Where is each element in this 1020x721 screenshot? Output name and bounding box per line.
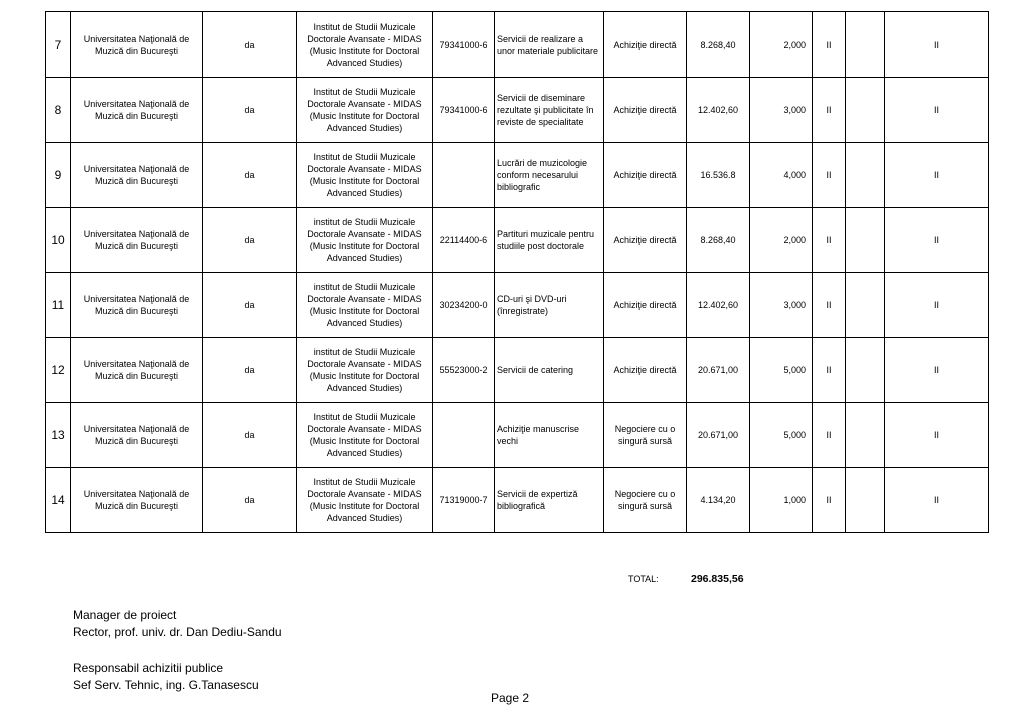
flag-cell: da — [203, 143, 297, 208]
institution-cell: Universitatea Naţională de Muzică din Bucureşti — [71, 338, 203, 403]
column-a-cell: II — [813, 208, 846, 273]
value-cell: 8.268,40 — [687, 208, 750, 273]
unit-cell: institut de Studii Muzicale Doctorale Avansate - MIDAS (Music Institute for Doctoral Advanced Studies) — [297, 208, 433, 273]
unit-cell: Institut de Studii Muzicale Doctorale Avansate - MIDAS (Music Institute for Doctoral Advanced Studies) — [297, 143, 433, 208]
column-b-cell — [846, 403, 885, 468]
procedure-cell: Achiziţie directă — [604, 78, 687, 143]
manager-role: Manager de proiect — [73, 608, 177, 622]
row-number: 11 — [46, 273, 71, 338]
column-c-cell: II — [885, 143, 989, 208]
value-cell: 20.671,00 — [687, 403, 750, 468]
table-row — [46, 78, 989, 143]
column-a-cell: II — [813, 468, 846, 533]
column-b-cell — [846, 78, 885, 143]
institution-cell: Universitatea Naţională de Muzică din Bucureşti — [71, 78, 203, 143]
flag-cell: da — [203, 403, 297, 468]
institution-cell: Universitatea Naţională de Muzică din Bucureşti — [71, 143, 203, 208]
procedure-cell: Achiziţie directă — [604, 273, 687, 338]
procedure-cell: Negociere cu o singură sursă — [604, 403, 687, 468]
column-a-cell: II — [813, 12, 846, 78]
quantity-cell: 3,000 — [750, 78, 813, 143]
value-cell: 12.402,60 — [687, 78, 750, 143]
flag-cell: da — [203, 468, 297, 533]
table-row — [46, 468, 989, 533]
flag-cell: da — [203, 208, 297, 273]
institution-cell: Universitatea Naţională de Muzică din Bucureşti — [71, 208, 203, 273]
value-cell: 16.536.8 — [687, 143, 750, 208]
cpv-code-cell: 22114400-6 — [433, 208, 495, 273]
cpv-code-cell: 79341000-6 — [433, 12, 495, 78]
column-a-cell: II — [813, 403, 846, 468]
total-value: 296.835,56 — [691, 573, 744, 585]
column-a-cell: II — [813, 143, 846, 208]
table-row — [46, 208, 989, 273]
cpv-code-cell: 55523000-2 — [433, 338, 495, 403]
column-a-cell: II — [813, 78, 846, 143]
procedure-cell: Achiziţie directă — [604, 338, 687, 403]
procedure-cell: Achiziţie directă — [604, 208, 687, 273]
object-cell: Servicii de diseminare rezultate şi publicitate în reviste de specialitate — [495, 78, 604, 143]
table-row — [46, 143, 989, 208]
unit-cell: institut de Studii Muzicale Doctorale Avansate - MIDAS (Music Institute for Doctoral Advanced Studies) — [297, 338, 433, 403]
row-number: 10 — [46, 208, 71, 273]
quantity-cell: 2,000 — [750, 208, 813, 273]
row-number: 8 — [46, 78, 71, 143]
procedure-cell: Negociere cu o singură sursă — [604, 468, 687, 533]
procedure-cell: Achiziţie directă — [604, 143, 687, 208]
column-c-cell: II — [885, 273, 989, 338]
column-b-cell — [846, 143, 885, 208]
row-number: 9 — [46, 143, 71, 208]
table-row — [46, 338, 989, 403]
row-number: 7 — [46, 12, 71, 78]
flag-cell: da — [203, 12, 297, 78]
unit-cell: institut de Studii Muzicale Doctorale Avansate - MIDAS (Music Institute for Doctoral Advanced Studies) — [297, 273, 433, 338]
flag-cell: da — [203, 273, 297, 338]
unit-cell: Institut de Studii Muzicale Doctorale Avansate - MIDAS (Music Institute for Doctoral Advanced Studies) — [297, 78, 433, 143]
unit-cell: Institut de Studii Muzicale Doctorale Avansate - MIDAS (Music Institute for Doctoral Advanced Studies) — [297, 12, 433, 78]
column-c-cell: II — [885, 78, 989, 143]
quantity-cell: 3,000 — [750, 273, 813, 338]
flag-cell: da — [203, 78, 297, 143]
procedure-cell: Achiziţie directă — [604, 12, 687, 78]
quantity-cell: 5,000 — [750, 403, 813, 468]
column-c-cell: II — [885, 12, 989, 78]
table-row — [46, 403, 989, 468]
institution-cell: Universitatea Naţională de Muzică din Bucureşti — [71, 273, 203, 338]
row-number: 12 — [46, 338, 71, 403]
quantity-cell: 1,000 — [750, 468, 813, 533]
column-a-cell: II — [813, 338, 846, 403]
cpv-code-cell: 30234200-0 — [433, 273, 495, 338]
quantity-cell: 2,000 — [750, 12, 813, 78]
cpv-code-cell: 79341000-6 — [433, 78, 495, 143]
flag-cell: da — [203, 338, 297, 403]
column-b-cell — [846, 208, 885, 273]
table-row — [46, 273, 989, 338]
cpv-code-cell — [433, 403, 495, 468]
procurement-table — [45, 11, 989, 533]
value-cell: 4.134,20 — [687, 468, 750, 533]
quantity-cell: 5,000 — [750, 338, 813, 403]
column-c-cell: II — [885, 468, 989, 533]
manager-name: Rector, prof. univ. dr. Dan Dediu-Sandu — [73, 625, 282, 639]
column-c-cell: II — [885, 403, 989, 468]
cpv-code-cell: 71319000-7 — [433, 468, 495, 533]
cpv-code-cell — [433, 143, 495, 208]
column-a-cell: II — [813, 273, 846, 338]
column-b-cell — [846, 338, 885, 403]
object-cell: Servicii de catering — [495, 338, 604, 403]
institution-cell: Universitatea Naţională de Muzică din Bucureşti — [71, 12, 203, 78]
column-c-cell: II — [885, 208, 989, 273]
object-cell: Servicii de expertiză bibliografică — [495, 468, 604, 533]
procurement-role: Responsabil achizitii publice — [73, 661, 224, 675]
table-body — [46, 12, 989, 533]
unit-cell: Institut de Studii Muzicale Doctorale Avansate - MIDAS (Music Institute for Doctoral Advanced Studies) — [297, 468, 433, 533]
institution-cell: Universitatea Naţională de Muzică din Bucureşti — [71, 403, 203, 468]
row-number: 13 — [46, 403, 71, 468]
object-cell: CD-uri şi DVD-uri (înregistrate) — [495, 273, 604, 338]
value-cell: 12.402,60 — [687, 273, 750, 338]
column-b-cell — [846, 468, 885, 533]
column-c-cell: II — [885, 338, 989, 403]
total-label: TOTAL: — [628, 574, 659, 584]
object-cell: Lucrări de muzicologie conform necesarului bibliografic — [495, 143, 604, 208]
value-cell: 8.268,40 — [687, 12, 750, 78]
column-b-cell — [846, 12, 885, 78]
object-cell: Achiziţie manuscrise vechi — [495, 403, 604, 468]
row-number: 14 — [46, 468, 71, 533]
page-number: Page 2 — [490, 691, 530, 705]
institution-cell: Universitatea Naţională de Muzică din Bucureşti — [71, 468, 203, 533]
procurement-name: Sef Serv. Tehnic, ing. G.Tanasescu — [73, 678, 259, 692]
unit-cell: Institut de Studii Muzicale Doctorale Avansate - MIDAS (Music Institute for Doctoral Advanced Studies) — [297, 403, 433, 468]
object-cell: Servicii de realizare a unor materiale publicitare — [495, 12, 604, 78]
quantity-cell: 4,000 — [750, 143, 813, 208]
object-cell: Partituri muzicale pentru studiile post doctorale — [495, 208, 604, 273]
table-row — [46, 12, 989, 78]
value-cell: 20.671,00 — [687, 338, 750, 403]
column-b-cell — [846, 273, 885, 338]
